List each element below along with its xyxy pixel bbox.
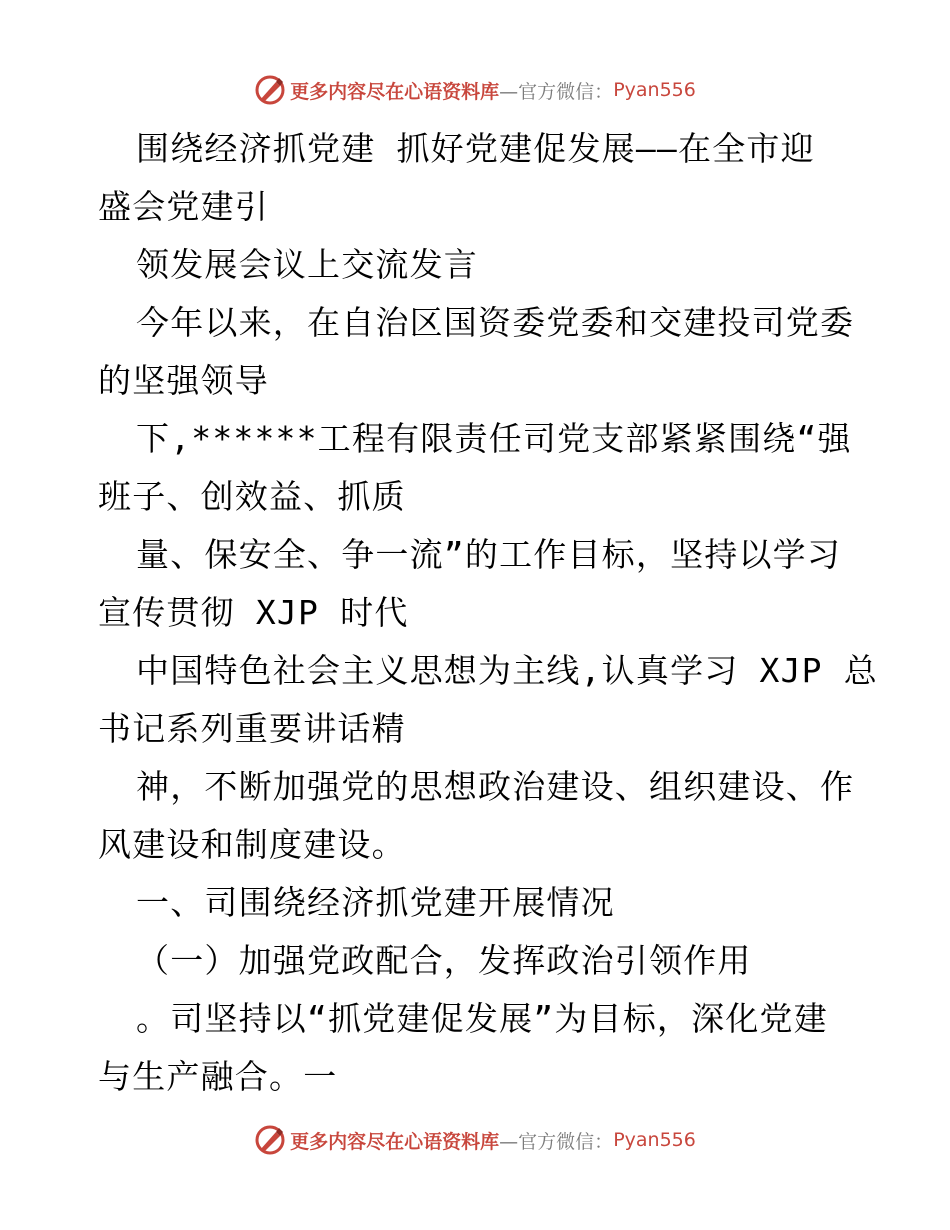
- document-line: （一）加强党政配合，发挥政治引领作用: [136, 941, 752, 980]
- pen-seal-icon: [254, 1124, 286, 1156]
- watermark-banner-top: [0, 70, 950, 110]
- document-body: [98, 120, 879, 1106]
- watermark-main-text: 更多内容尽在心语资料库: [290, 1130, 500, 1153]
- document-line: 与生产融合。一: [98, 1057, 338, 1096]
- document-line: 围绕经济抓党建 抓好党建促发展——在全市迎: [136, 129, 815, 168]
- watermark-separator-text: —官方微信：: [499, 80, 614, 103]
- watermark-wechat-id: Pyan556: [613, 79, 696, 101]
- watermark-banner-bottom: [0, 1120, 950, 1160]
- document-line: 一、司围绕经济抓党建开展情况: [136, 883, 615, 922]
- document-line: 下,******工程有限责任司党支部紧紧围绕“强: [136, 419, 852, 458]
- watermark-separator-text: —官方微信：: [499, 1130, 614, 1153]
- document-line: 。司坚持以“抓党建促发展”为目标，深化党建: [136, 999, 828, 1038]
- watermark-main-text: 更多内容尽在心语资料库: [290, 80, 500, 103]
- document-line: 量、保安全、争一流”的工作目标，坚持以学习: [136, 535, 842, 574]
- document-line: 领发展会议上交流发言: [136, 245, 478, 284]
- document-line: 中国特色社会主义思想为主线,认真学习 XJP 总: [136, 651, 879, 690]
- watermark-wechat-id: Pyan556: [613, 1129, 696, 1151]
- document-line: 班子、创效益、抓质: [98, 477, 406, 516]
- document-line: 宣传贯彻 XJP 时代: [98, 593, 409, 632]
- document-line: 的坚强领导: [98, 361, 269, 400]
- document-line: 神，不断加强党的思想政治建设、组织建设、作: [136, 767, 855, 806]
- document-line: 盛会党建引: [98, 187, 269, 226]
- pen-seal-icon: [254, 74, 286, 106]
- document-line: 今年以来，在自治区国资委党委和交建投司党委: [136, 303, 855, 342]
- document-line: 风建设和制度建设。: [98, 825, 406, 864]
- document-line: 书记系列重要讲话精: [98, 709, 406, 748]
